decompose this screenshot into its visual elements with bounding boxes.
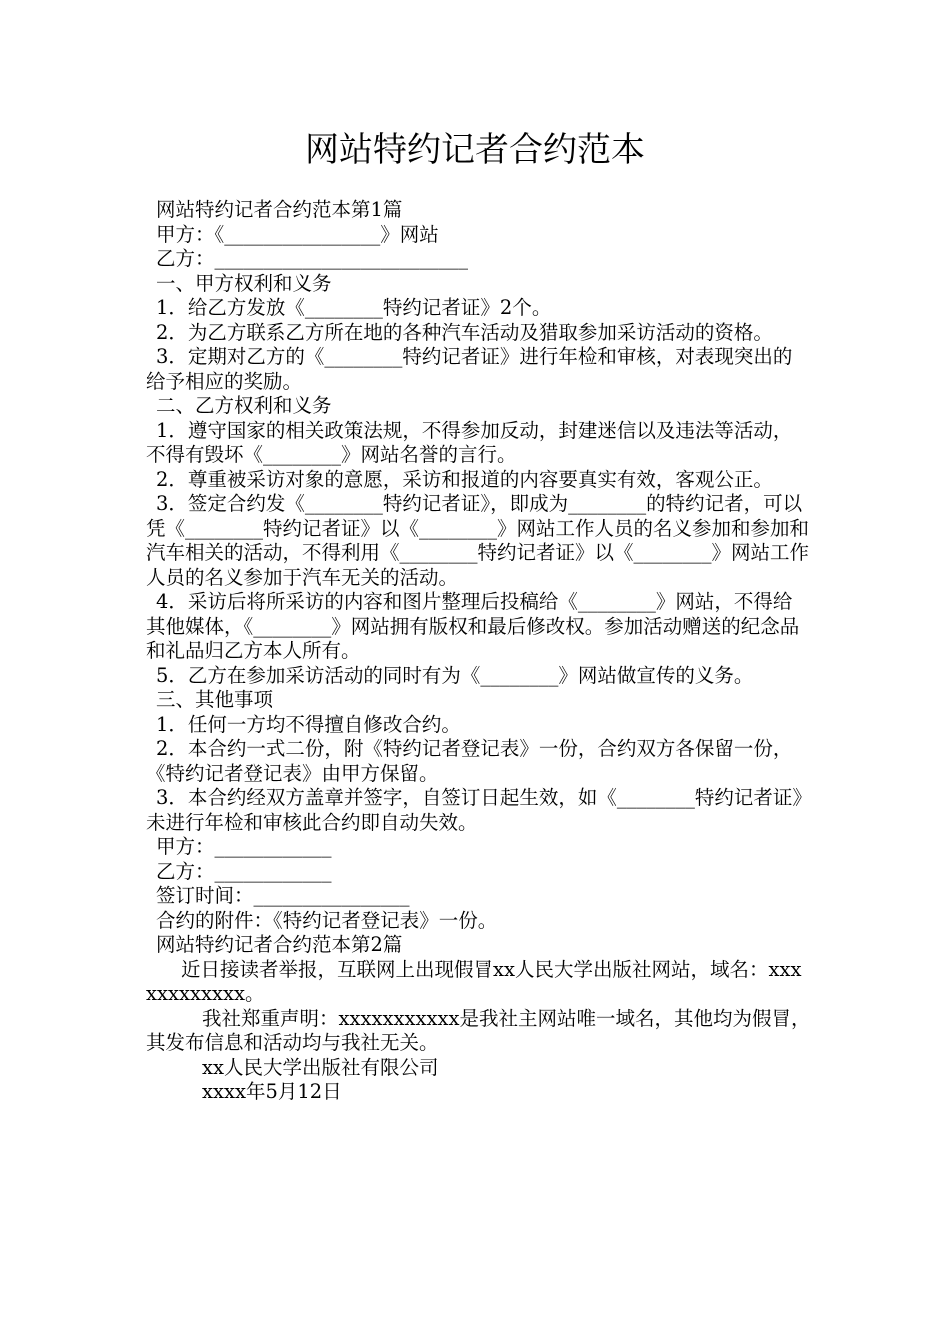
paragraph: 2．本合约一式二份，附《特约记者登记表》一份，合约双方各保留一份，《特约记者登记表》由甲方保留。	[146, 737, 793, 785]
paragraph: 乙方：____________	[156, 859, 332, 883]
paragraph: 我社郑重声明：xxxxxxxxxxx是我社主网站唯一域名，其他均为假冒，其发布信息和活动均与我社无关。	[146, 1006, 811, 1054]
paragraph: 乙方：__________________________	[156, 247, 469, 270]
paragraph: 合约的附件：《特约记者登记表》一份。	[156, 908, 498, 932]
document-title: 网站特约记者合约范本	[305, 130, 645, 170]
paragraph: 三、其他事项	[156, 688, 274, 711]
paragraph: 5．乙方在参加采访活动的同时有为《________》网站做宣传的义务。	[156, 663, 754, 687]
paragraph: 2．为乙方联系乙方所在地的各种汽车活动及猎取参加采访活动的资格。	[156, 320, 773, 344]
paragraph: 签订时间：________________	[156, 884, 410, 907]
paragraph: 1．任何一方均不得擅自修改合约。	[156, 712, 461, 736]
paragraph: 4．采访后将所采访的内容和图片整理后投稿给《________》网站，不得给其他媒体，《________》网站拥有版权和最后修改权。参加活动赠送的纪念品和礼品归乙方本人所有。	[146, 590, 800, 662]
paragraph: 一、甲方权利和义务	[156, 271, 332, 295]
paragraph: xxxx年5月12日	[202, 1080, 342, 1103]
paragraph: 二、乙方权利和义务	[156, 394, 332, 417]
paragraph: 甲方：____________	[156, 835, 332, 858]
paragraph: 1．遵守国家的相关政策法规，不得参加反动，封建迷信以及违法等活动，不得有毁坏《________》网站名誉的言行。	[146, 418, 793, 466]
paragraph: 网站特约记者合约范本第1篇	[156, 198, 403, 221]
paragraph: 2．尊重被采访对象的意愿，采访和报道的内容要真实有效，客观公正。	[156, 467, 773, 491]
paragraph: xx人民大学出版社有限公司	[202, 1055, 439, 1079]
paragraph: 甲方：《________________》网站	[156, 222, 439, 246]
paragraph: 1．给乙方发放《________特约记者证》2个。	[156, 296, 552, 319]
paragraph: 3．签定合约发《________特约记者证》，即成为________的特约记者，可以凭《________特约记者证》以《________》网站工作人员的名义参加和参加和汽车相关的活动，不得利用《________特约记者证》以《________》网站工作人员的名义参加于汽车无关的活动。	[146, 492, 810, 589]
paragraph: 网站特约记者合约范本第2篇	[156, 933, 403, 956]
document-body	[146, 198, 811, 1105]
paragraph: 3．定期对乙方的《________特约记者证》进行年检和审核，对表现突出的给予相应的奖励。	[146, 345, 793, 393]
paragraph: 近日接读者举报，互联网上出现假冒xx人民大学出版社网站，域名：xxxxxxxxxxxx。	[146, 957, 802, 1005]
paragraph: 3．本合约经双方盖章并签字，自签订日起生效，如《________特约记者证》未进行年检和审核此合约即自动失效。	[146, 786, 803, 834]
